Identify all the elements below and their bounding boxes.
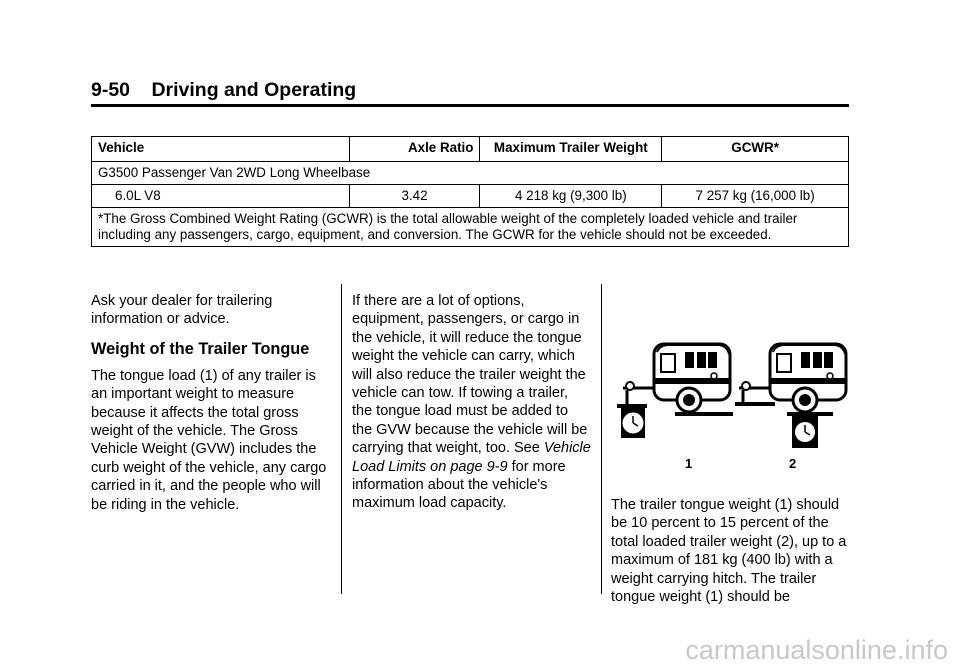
cell-gcwr: 7 257 kg (16,000 lb) (662, 185, 849, 208)
table-row (92, 185, 849, 208)
header-rule (91, 104, 849, 107)
model-name: G3500 Passenger Van 2WD Long Wheelbase (92, 162, 849, 185)
subheading-tongue-weight: Weight of the Trailer Tongue (91, 339, 310, 358)
intro-paragraph: Ask your dealer for trailering information or advice. (91, 293, 273, 328)
trailer-weight-figure (617, 338, 853, 478)
column-2 (352, 292, 592, 513)
header-axle-ratio: Axle Ratio (349, 137, 480, 162)
cell-max-trailer-weight: 4 218 kg (9,300 lb) (480, 185, 662, 208)
tongue-load-paragraph: The tongue load (1) of any trailer is an important weight to measure because it affects the total gross weight of the vehicle. The Gross Vehicle Weight (GVW) includes the curb weight of the vehicle, any cargo carried in it, and the people who will be riding in the vehicle. (91, 367, 327, 513)
trailer-2-illustration (735, 344, 846, 448)
figure-label-1: 1 (685, 456, 693, 471)
header-vehicle: Vehicle (92, 137, 350, 162)
trailer-illustration (617, 338, 853, 478)
model-row (92, 162, 849, 185)
options-text-start: If there are a lot of options, equipment, passengers, or cargo in the vehicle, it will reduce the tongue weight the vehicle can carry, which will also reduce the trailer weight the vehicle can tow. If towing a trailer, the tongue load must be added to the GVW because the vehicle will be carrying that weight, too. See (352, 293, 588, 457)
cell-axle-ratio: 3.42 (349, 185, 480, 208)
header-max-trailer-weight: Maximum Trailer Weight (480, 137, 662, 162)
column-divider-1 (341, 284, 342, 594)
footnote-row (92, 208, 849, 247)
vehicle-load-limits-link[interactable]: Vehicle Load Limits on page 9-9 (352, 440, 591, 475)
cell-engine: 6.0L V8 (92, 185, 350, 208)
trailer-spec-table (91, 136, 849, 247)
figure-label-2: 2 (789, 456, 797, 471)
column-1 (91, 292, 329, 514)
page-number: 9-50 (91, 79, 131, 101)
table-footnote: *The Gross Combined Weight Rating (GCWR) is the total allowable weight of the completely loaded vehicle and trailer including any passengers, cargo, equipment, and conversion. The GCWR for the vehicle should not be exceeded. (92, 208, 849, 247)
trailer-1-illustration (617, 344, 733, 438)
watermark-text: carmanualsonline.info (685, 635, 948, 665)
options-paragraph (352, 292, 592, 513)
table-header-row (92, 137, 849, 162)
column-divider-2 (601, 284, 602, 594)
column-3 (611, 496, 853, 606)
tongue-weight-paragraph: The trailer tongue weight (1) should be 10 percent to 15 percent of the total loaded trailer weight (2), up to a maximum of 181 kg (400 lb) with a weight carrying hitch. The trailer tongue weight (1) should be (611, 497, 847, 606)
options-text-end: for more information about the vehicle's maximum load capacity. (352, 458, 566, 512)
page-header (91, 78, 851, 102)
section-title: Driving and Operating (151, 79, 357, 101)
header-gcwr: GCWR* (662, 137, 849, 162)
